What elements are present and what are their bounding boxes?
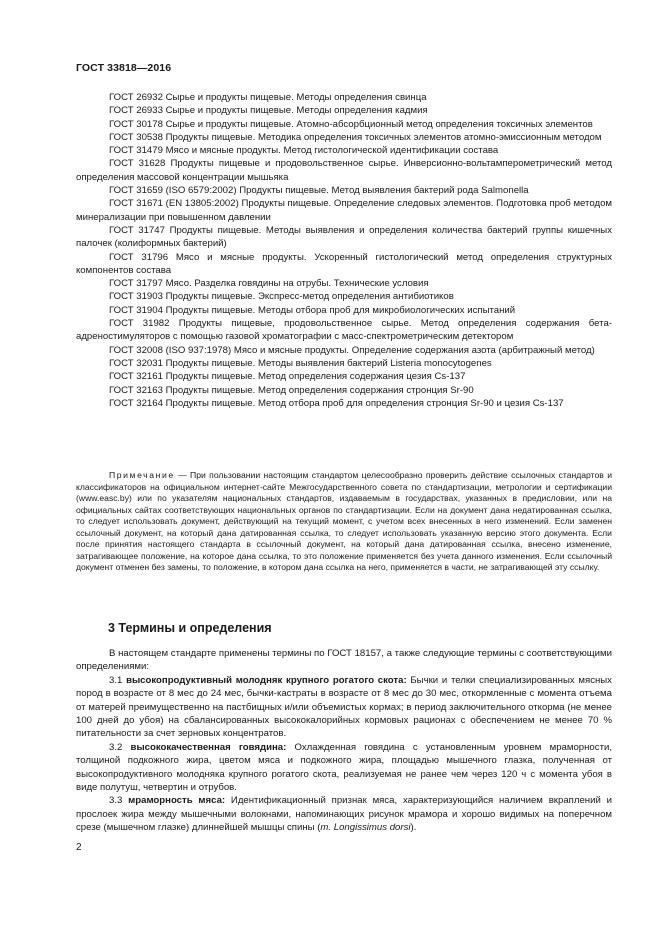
term-number: 3.3: [109, 795, 123, 807]
reference-item: ГОСТ 32163 Продукты пищевые. Метод определения содержания стронция Sr-90: [109, 384, 474, 396]
reference-item: ГОСТ 32164 Продукты пищевые. Метод отбора проб для определения стронция Sr-90 и цезия Cs-137: [109, 397, 564, 409]
reference-item: ГОСТ 26932 Сырье и продукты пищевые. Методы определения свинца: [109, 92, 427, 103]
term-entry: [76, 674, 612, 741]
document-header: ГОСТ 33818—2016: [76, 62, 172, 74]
reference-item: ГОСТ 31671 (EN 13805:2002) Продукты пищевые. Определение следовых элементов. Подготовка проб методом минерализации при повышенном давлении: [76, 198, 612, 223]
term-definition: Бычки и телки специализированных мясных пород в возрасте от 8 мес до 24 мес, бычки-кастраты в возрасте от 8 мес до 30 мес, откормленные с момента отъема от матерей преимущественно на пастбищных и/или объемистых кормах; в период заключительного откорма (не менее 100 дней до убоя) на сбалансированных высококалорийных кормовых рационах с обеспечением не менее 70 % питательности за счет зерновых концентратов.: [76, 674, 612, 740]
reference-item: ГОСТ 32031 Продукты пищевые. Методы выявления бактерий Listeria monocytogenes: [109, 357, 492, 369]
note-paragraph: [76, 470, 612, 574]
reference-item: ГОСТ 31904 Продукты пищевые. Методы отбора проб для микробиологических испытаний: [109, 304, 516, 316]
reference-item: ГОСТ 30178 Сырье и продукты пищевые. Атомно-абсорбционный метод определения токсичных элементов: [109, 118, 593, 130]
term-number: 3.1: [109, 674, 123, 686]
note-label: Примечание: [109, 470, 175, 480]
page-number: 2: [76, 842, 82, 853]
note-text: — При пользовании настоящим стандартом целесообразно проверить действие ссылочных стандартов и классификаторов на официальном интернет-сайте Межгосударственного совета по стандартизации, метрологии и сертификации (www.easc.by) или по указателям национальных стандартов, издаваемым в государствах, указанных в предисловии, или на официальных сайтах соответствующих национальных органов по стандартизации. Если на документ дана недатированная ссылка, то следует использовать документ, действующий на текущий момент, с учетом всех внесенных в него изменений. Если заменен ссылочный документ, на который дана датированная ссылка, то следует использовать указанную версию этого документа. Если после принятия настоящего стандарта в ссылочный документ, на который дана датированная ссылка, внесено изменение, затрагивающее положение, на которое дана ссылка, то это положение применяется без учета данного изменения. Если ссылочный документ отменен без замены, то положение, в котором дана ссылка на него, применяется в части, не затрагивающей эту ссылку.: [76, 470, 612, 572]
reference-item: ГОСТ 32161 Продукты пищевые. Метод определения содержания цезия Cs-137: [109, 371, 466, 383]
term-name: мраморность мяса:: [128, 795, 226, 807]
note-block: [76, 470, 612, 574]
term-name: высокопродуктивный молодняк крупного рогатого скота:: [126, 674, 407, 686]
term-definition-end: ).: [410, 822, 417, 834]
reference-item: ГОСТ 31796 Мясо и мясные продукты. Ускоренный гистологический метод определения структурных компонентов состава: [76, 251, 612, 276]
reference-item: ГОСТ 31982 Продукты пищевые, продовольственное сырье. Метод определения содержания бета-адреностимуляторов с помощью газовой хроматографии с масс-спектрометрическим детектором: [76, 318, 612, 343]
term-name: высококачественная говядина:: [130, 741, 287, 753]
reference-list: [76, 91, 612, 410]
term-definition: Идентификационный признак мяса, характеризующийся наличием вкраплений и прослоек жира между мышечными волокнами, напоминающих рисунок мрамора и хорошо видимых на поперечном срезе (мышечном глазке) длиннейшей мышцы спины (: [76, 795, 612, 834]
terms-section: [76, 647, 612, 835]
section-intro: В настоящем стандарте применены термины по ГОСТ 18157, а также следующие термины с соответствующими определениями:: [76, 648, 612, 673]
term-definition: Охлажденная говядина с установленным уровнем мраморности, толщиной подкожного жира, цветом мяса и подкожного жира, площадью мышечного глазка, полученная от высокопродуктивного молодняка крупного рогатого скота, реализуемая не ранее чем через 120 ч с момента убоя в виде полутуш, четвертин и отрубов.: [76, 741, 612, 794]
term-latin-name: m. Longissimus dorsi: [320, 822, 411, 834]
term-number: 3.2: [109, 741, 123, 753]
section-title: 3 Термины и определения: [108, 621, 272, 635]
term-entry: [76, 741, 612, 795]
reference-item: ГОСТ 31903 Продукты пищевые. Экспресс-метод определения антибиотиков: [109, 291, 454, 303]
reference-item: ГОСТ 31659 (ISO 6579:2002) Продукты пищевые. Метод выявления бактерий рода Salmonella: [109, 185, 529, 197]
reference-item: ГОСТ 26933 Сырье и продукты пищевые. Методы определения кадмия: [109, 105, 428, 117]
reference-item: ГОСТ 31747 Продукты пищевые. Методы выявления и определения количества бактерий группы кишечных палочек (колиформных бактерий): [76, 224, 612, 250]
reference-item: ГОСТ 30538 Продукты пищевые. Методика определения токсичных элементов атомно-эмиссионным методом: [109, 131, 602, 143]
reference-item: ГОСТ 31479 Мясо и мясные продукты. Метод гистологической идентификации состава: [109, 145, 499, 157]
reference-item: ГОСТ 31797 Мясо. Разделка говядины на отрубы. Технические условия: [109, 278, 429, 290]
reference-item: ГОСТ 31628 Продукты пищевые и продовольственное сырье. Инверсионно-вольтамперометрический метод определения массовой концентрации мышьяка: [76, 158, 612, 183]
term-entry: [76, 794, 612, 834]
reference-item: ГОСТ 32008 (ISO 937:1978) Мясо и мясные продукты. Определение содержания азота (арбитражный метод): [109, 344, 595, 356]
